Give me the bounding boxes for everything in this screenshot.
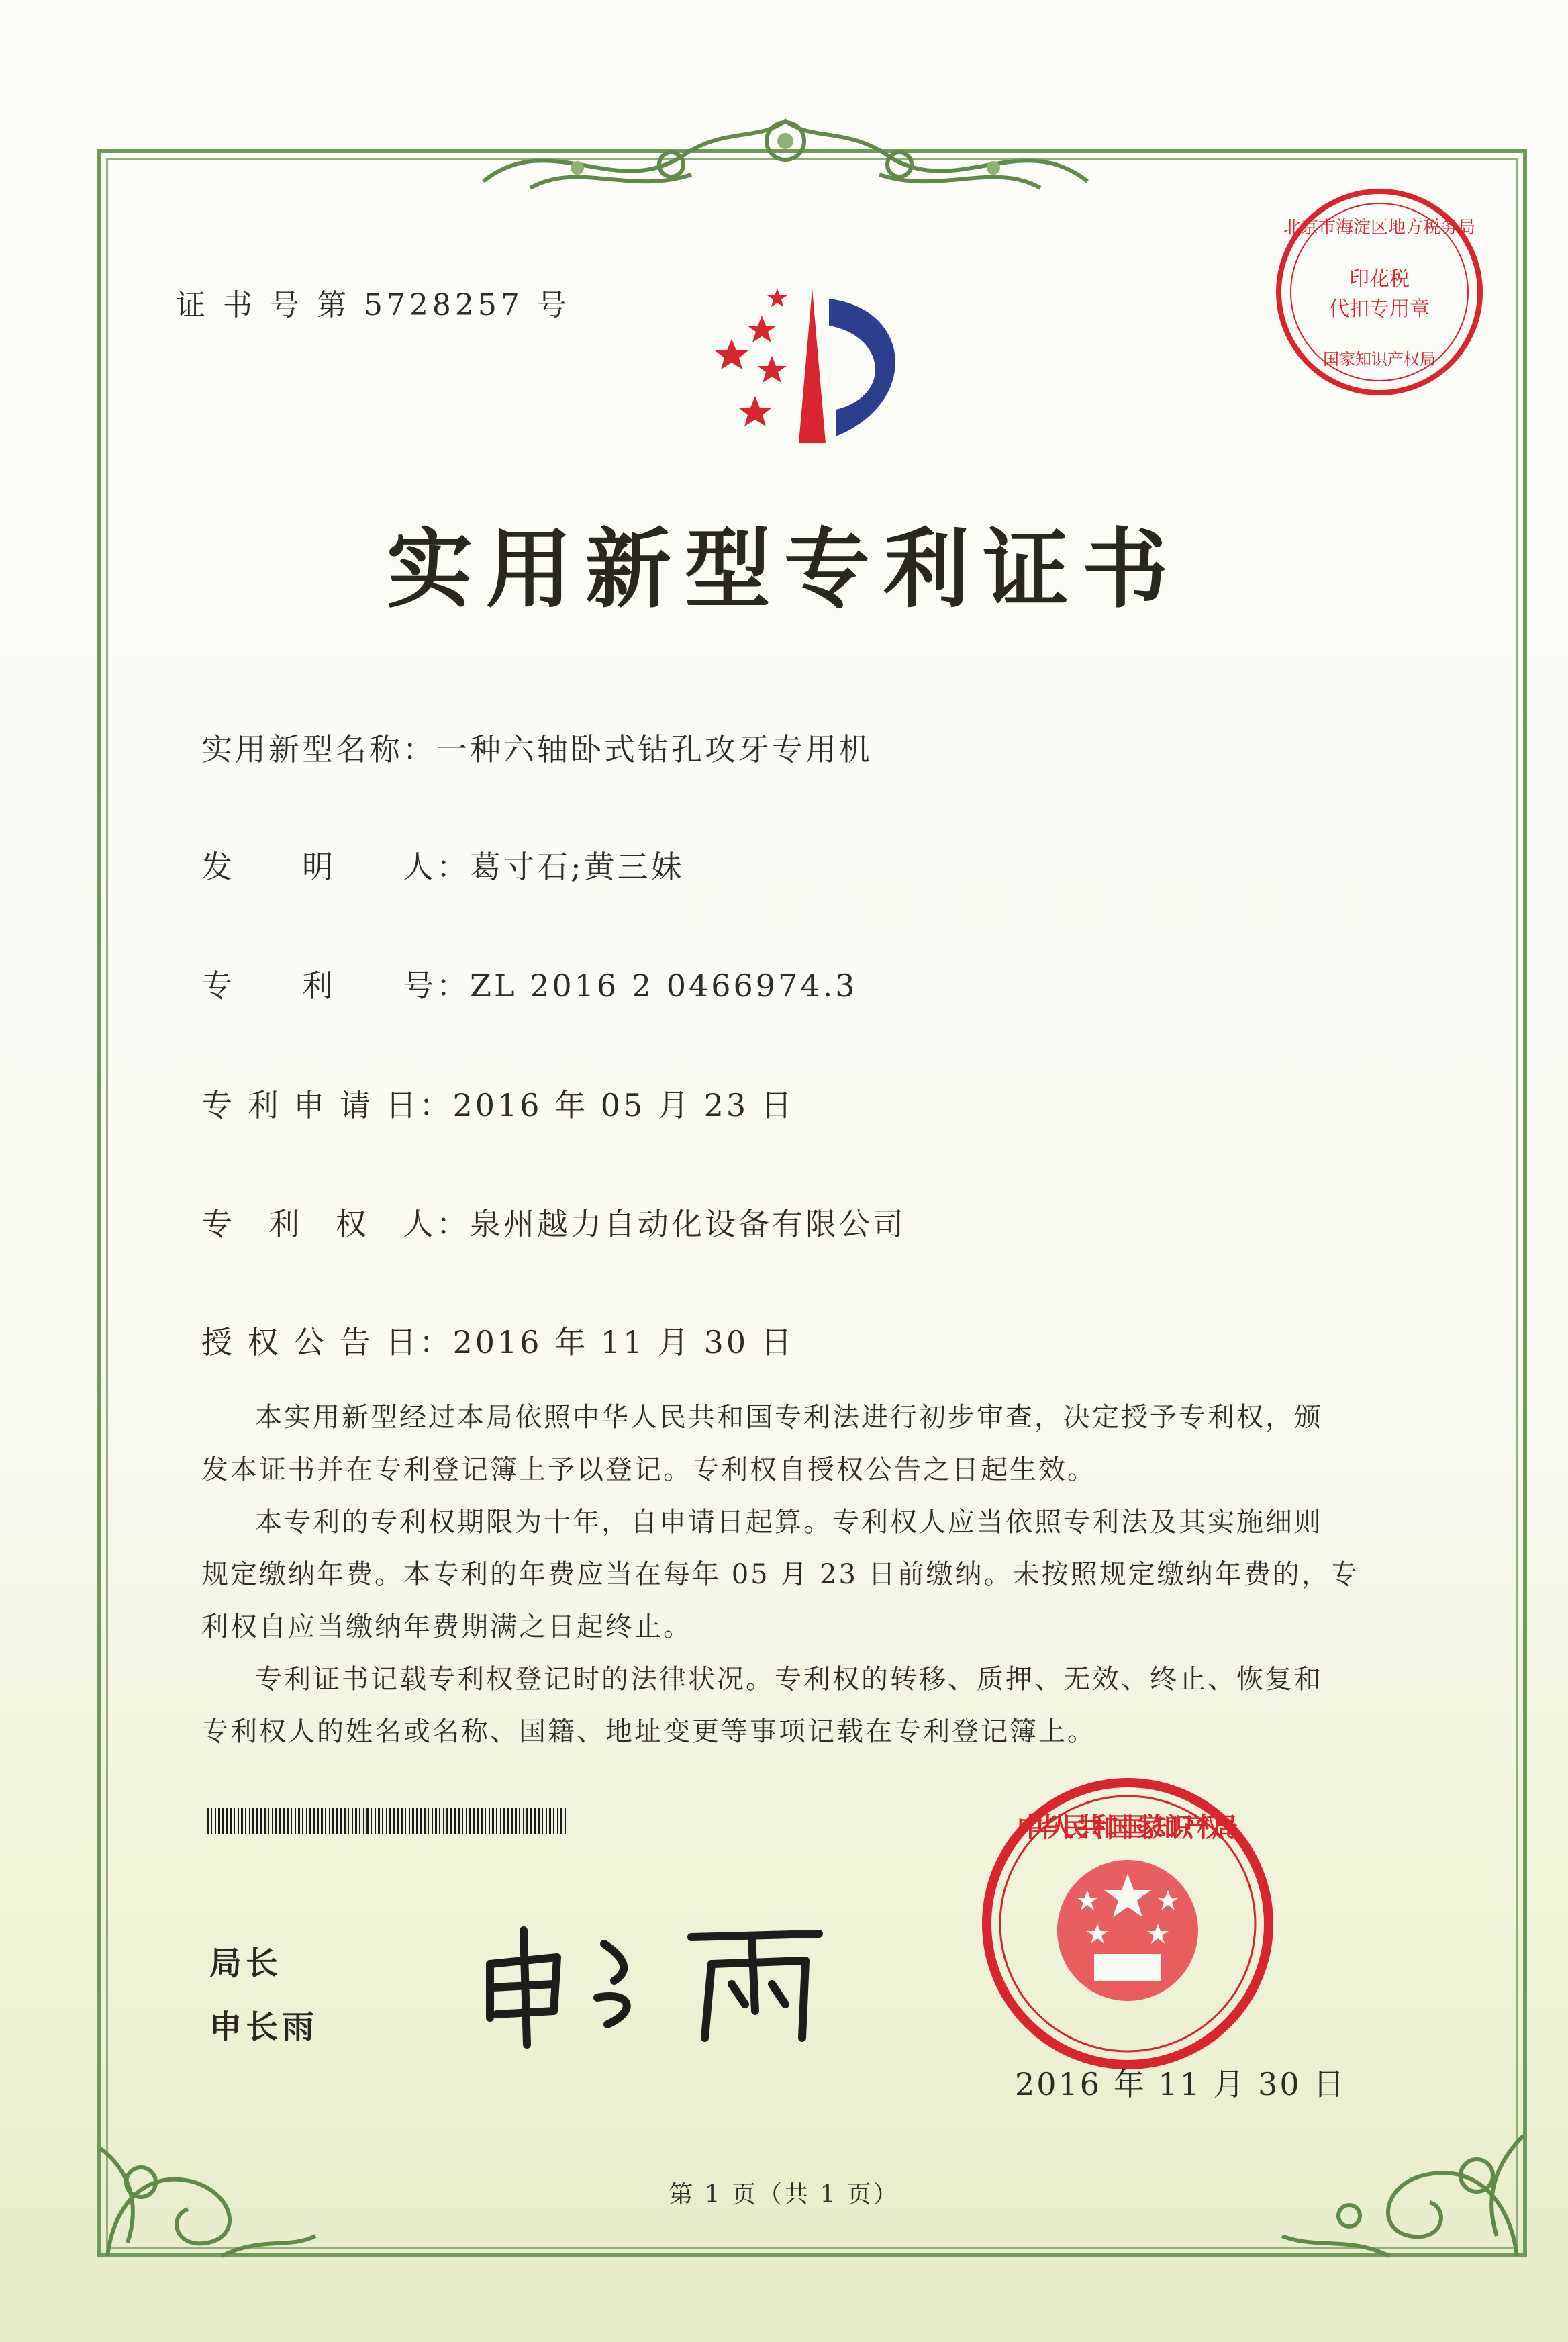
field-label: 授 权 公 告 日： [201,1324,453,1360]
body-line: 发本证书并在专利登记簿上予以登记。专利权自授权公告之日起生效。 [201,1454,1096,1485]
certificate-number: 证 书 号 第 5728257 号 [176,288,571,322]
field-utility-model-name [201,725,873,769]
field-label: 发 明 人： [201,849,470,885]
field-value: 葛寸石;黄三妹 [470,849,685,885]
field-value: ZL 2016 2 0466974.3 [470,968,858,1004]
field-label: 专 利 申 请 日： [201,1087,453,1123]
tax-seal-text-4: 国家知识产权局 [1323,350,1436,369]
body-line: 本专利的专利权期限为十年，自申请日起算。专利权人应当依照专利法及其实施细则 [255,1507,1323,1538]
certificate-title: 实用新型专利证书 [386,520,1181,620]
field-label: 专 利 权 人： [201,1206,470,1242]
field-inventor [201,843,685,887]
patent-office-logo-icon [691,269,960,470]
field-patent-number [201,962,857,1006]
field-value: 泉州越力自动化设备有限公司 [470,1206,906,1242]
field-label: 专 利 号： [201,968,470,1004]
page-number: 第 1 页（共 1 页） [669,2181,899,2208]
seal-date: 2016 年 11 月 30 日 [1015,2066,1346,2102]
tax-seal-text-3: 代扣专用章 [1329,297,1430,321]
office-seal-text: 中华人民共和国国家知识产权局 [1017,1812,1238,1843]
top-ornament [470,101,1101,215]
field-grant-date [201,1318,795,1362]
field-patentee [201,1200,906,1244]
body-line: 规定缴纳年费。本专利的年费应当在每年 05 月 23 日前缴纳。未按照规定缴纳年费的，专 [201,1559,1359,1590]
field-value: 2016 年 05 月 23 日 [452,1087,795,1123]
director-title: 局长 [209,1945,283,1982]
field-value: 一种六轴卧式钻孔攻牙专用机 [436,731,873,767]
field-application-date [201,1081,795,1125]
barcode [207,1808,569,1834]
body-line: 专利证书记载专利权登记时的法律状况。专利权的转移、质押、无效、终止、恢复和 [255,1664,1323,1695]
director-name: 申长雨 [209,2008,319,2046]
field-value: 2016 年 11 月 30 日 [452,1324,795,1360]
tax-seal-text-2: 印花税 [1349,267,1410,291]
certificate-body [201,1391,1410,1758]
body-line: 本实用新型经过本局依照中华人民共和国专利法进行初步审查，决定授予专利权，颁 [255,1402,1323,1433]
director-signature [470,1917,846,2051]
field-label: 实用新型名称： [201,731,436,767]
bottom-left-ornament [87,2068,329,2269]
tax-seal-text-1: 北京市海淀区地方税务局 [1283,218,1476,238]
body-line: 专利权人的姓名或名称、国籍、地址变更等事项记载在专利登记簿上。 [201,1716,1096,1747]
tax-stamp-seal [1272,185,1487,400]
body-line: 利权自应当缴纳年费期满之日起终止。 [201,1611,692,1642]
patent-office-official-seal [977,1773,1279,2075]
